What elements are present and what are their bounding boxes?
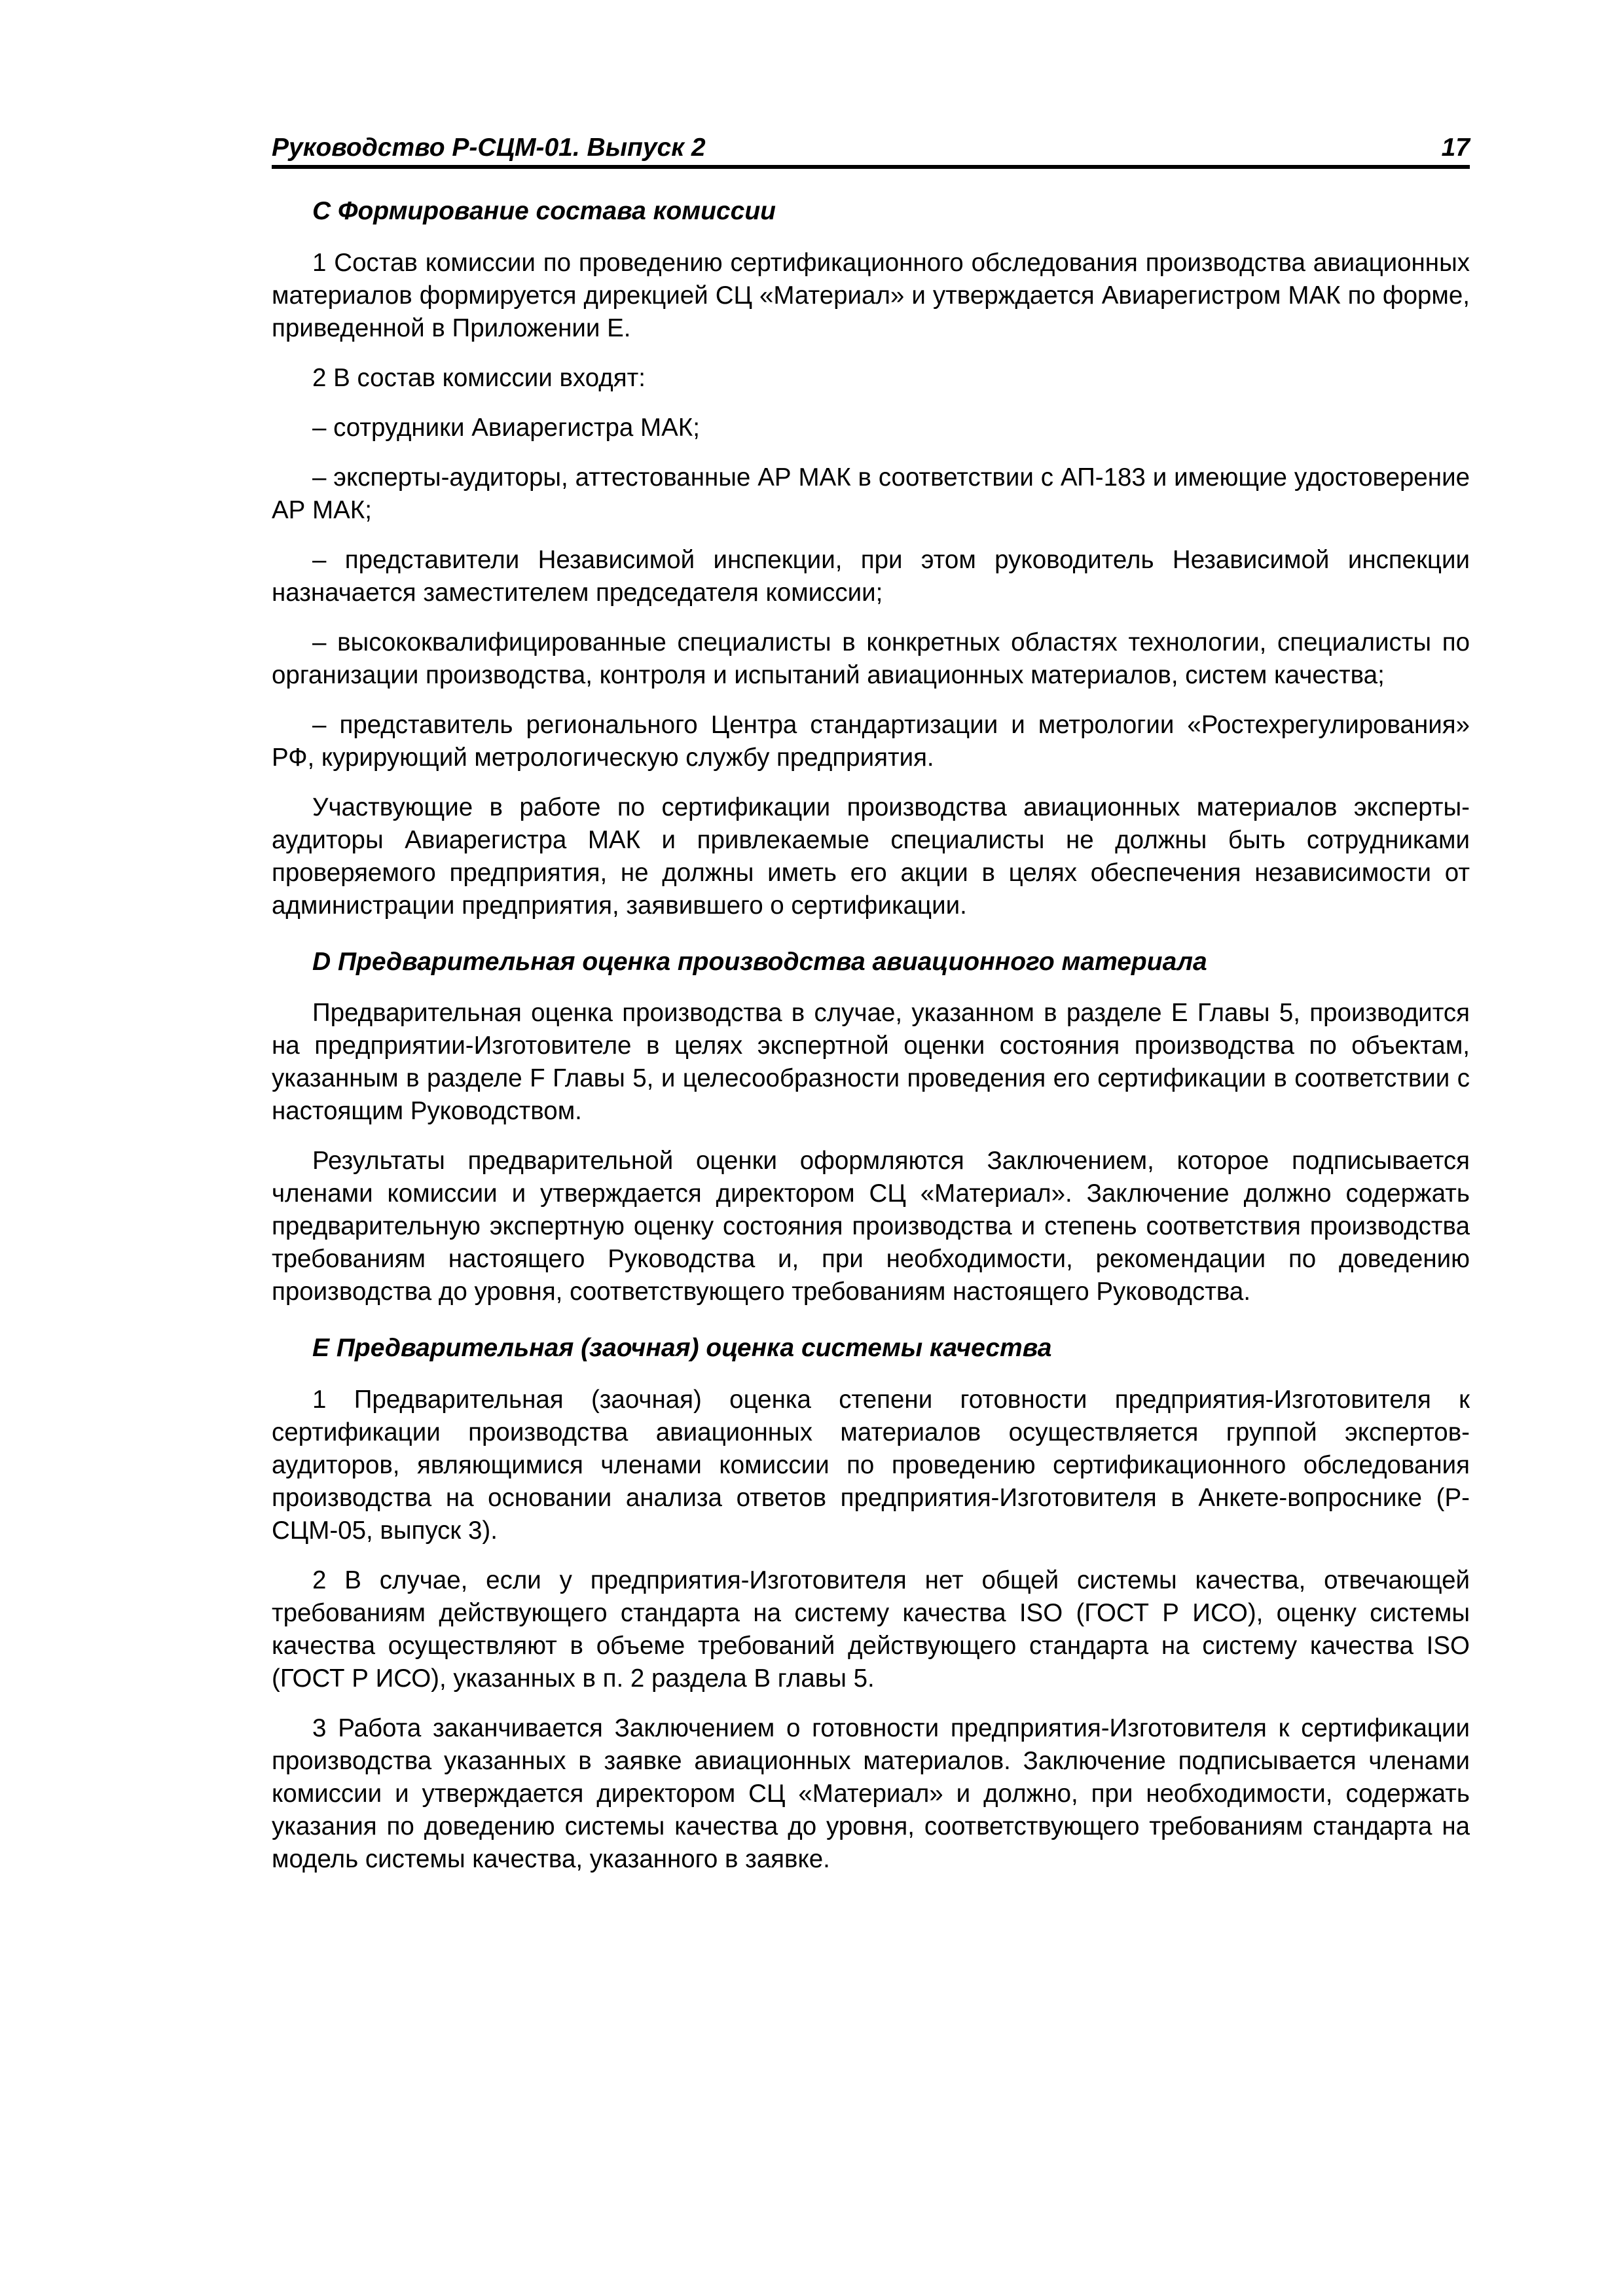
list-item: – эксперты-аудиторы, аттестованные АР МАК в соответствии с АП-183 и имеющие удостоверение АР МАК; <box>272 463 1470 524</box>
section-heading: E Предварительная (заочная) оценка системы качества <box>312 1334 1052 1363</box>
list-item: – представители Независимой инспекции, при этом руководитель Независимой инспекции назначается заместителем председателя комиссии; <box>272 545 1470 607</box>
list-item: – сотрудники Авиарегистра МАК; <box>312 413 700 442</box>
paragraph: Предварительная оценка производства в случае, указанном в разделе Е Главы 5, производится на предприятии-Изготовителе в целях экспертной оценки состояния производства по объектам, указанным в разделе F Главы 5, и целесообразности проведения его сертификации в соответствии с настоящим Руководством. <box>272 999 1470 1126</box>
paragraph: 2 В состав комиссии входят: <box>312 363 646 392</box>
section-e <box>272 1333 1470 1876</box>
paragraph: Участвующие в работе по сертификации производства авиационных материалов эксперты-аудиторы Авиарегистра МАК и привлекаемые специалисты не должны быть сотрудниками проверяемого предприятия, не должны иметь его акции в целях обеспечения независимости от администрации предприятия, заявившего о сертификации. <box>272 793 1470 920</box>
section-heading: D Предварительная оценка производства авиационного материала <box>312 947 1207 976</box>
section-c <box>272 196 1470 922</box>
section-d <box>272 947 1470 1309</box>
running-header <box>272 134 1470 169</box>
list-item: – представитель регионального Центра стандартизации и метрологии «Ростехрегулирования» РФ, курирующий метрологическую службу предприятия. <box>272 710 1470 772</box>
page-number: 17 <box>1441 134 1470 162</box>
paragraph: 2 В случае, если у предприятия-Изготовителя нет общей системы качества, отвечающей требованиям действующего стандарта на систему качества ISO (ГОСТ Р ИСО), оценку системы качества осуществляют в объеме требований действующего стандарта на систему качества ISO (ГОСТ Р ИСО), указанных в п. 2 раздела В главы 5. <box>272 1566 1470 1693</box>
document-page <box>272 134 1470 1876</box>
paragraph: 1 Предварительная (заочная) оценка степени готовности предприятия-Изготовителя к сертификации производства авиационных материалов осуществляется группой экспертов-аудиторов, являющимися членами комиссии по проведению сертификационного обследования производства на основании анализа ответов предприятия-Изготовителя в Анкете-вопроснике (Р-СЦМ-05, выпуск 3). <box>272 1386 1470 1545</box>
list-item: – высококвалифицированные специалисты в конкретных областях технологии, специалисты по организации производства, контроля и испытаний авиационных материалов, систем качества; <box>272 628 1470 689</box>
paragraph: Результаты предварительной оценки оформляются Заключением, которое подписывается членами комиссии и утверждается директором СЦ «Материал». Заключение должно содержать предварительную экспертную оценку состояния производства и степень соответствия производства требованиям настоящего Руководства и, при необходимости, рекомендации по доведению производства до уровня, соответствующего требованиям настоящего Руководства. <box>272 1147 1470 1306</box>
section-heading: C Формирование состава комиссии <box>312 196 776 225</box>
paragraph: 1 Состав комиссии по проведению сертификационного обследования производства авиационных материалов формируется дирекцией СЦ «Материал» и утверждается Авиарегистром МАК по форме, приведенной в Приложении Е. <box>272 248 1470 342</box>
paragraph: 3 Работа заканчивается Заключением о готовности предприятия-Изготовителя к сертификации производства указанных в заявке авиационных материалов. Заключение подписывается членами комиссии и утверждается директором СЦ «Материал» и должно, при необходимости, содержать указания по доведению системы качества до уровня, соответствующего требованиям стандарта на модель системы качества, указанного в заявке. <box>272 1714 1470 1874</box>
document-title: Руководство Р-СЦМ-01. Выпуск 2 <box>272 134 706 162</box>
